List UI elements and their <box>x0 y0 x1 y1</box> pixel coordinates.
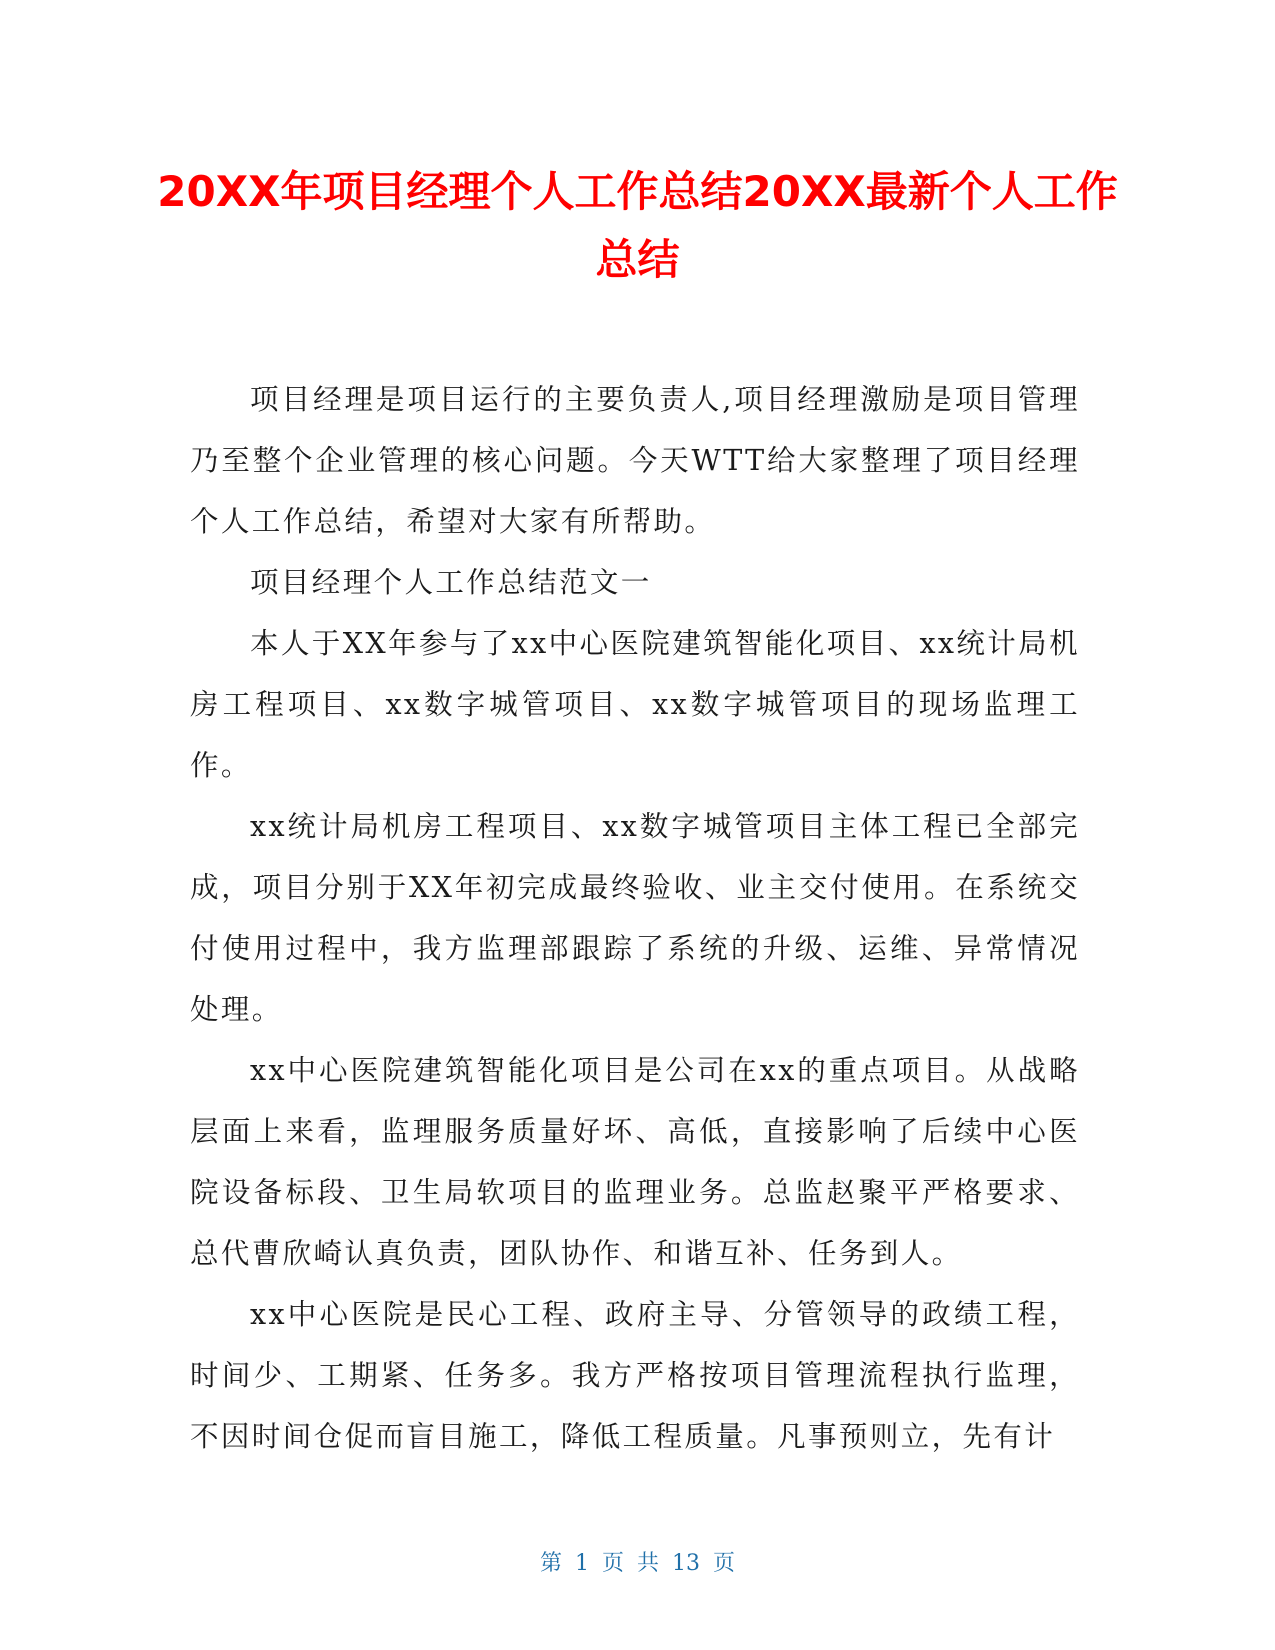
paragraph-intro: 项目经理是项目运行的主要负责人,项目经理激励是项目管理乃至整个企业管理的核心问题。今天WTT给大家整理了项目经理个人工作总结，希望对大家有所帮助。 <box>190 383 1080 538</box>
paragraph: xx统计局机房工程项目、xx数字城管项目主体工程已全部完成，项目分别于XX年初完成最终验收、业主交付使用。在系统交付使用过程中，我方监理部跟踪了系统的升级、运维、异常情况处理。 <box>190 810 1080 1026</box>
paragraph: xx中心医院建筑智能化项目是公司在xx的重点项目。从战略层面上来看，监理服务质量好坏、高低，直接影响了后续中心医院设备标段、卫生局软项目的监理业务。总监赵聚平严格要求、总代曹欣崎认真负责，团队协作、和谐互补、任务到人。 <box>190 1054 1080 1270</box>
document-body <box>190 369 1080 1467</box>
page-number-footer: 第 1 页 共 13 页 <box>540 1551 735 1576</box>
section-heading: 项目经理个人工作总结范文一 <box>250 566 652 599</box>
paragraph: xx中心医院是民心工程、政府主导、分管领导的政绩工程，时间少、工期紧、任务多。我方严格按项目管理流程执行监理，不因时间仓促而盲目施工，降低工程质量。凡事预则立，先有计 <box>190 1298 1080 1453</box>
paragraph: 本人于XX年参与了xx中心医院建筑智能化项目、xx统计局机房工程项目、xx数字城管项目、xx数字城管项目的现场监理工作。 <box>190 627 1080 782</box>
document-title: 20XX年项目经理个人工作总结20XX最新个人工作总结 <box>157 167 1118 284</box>
